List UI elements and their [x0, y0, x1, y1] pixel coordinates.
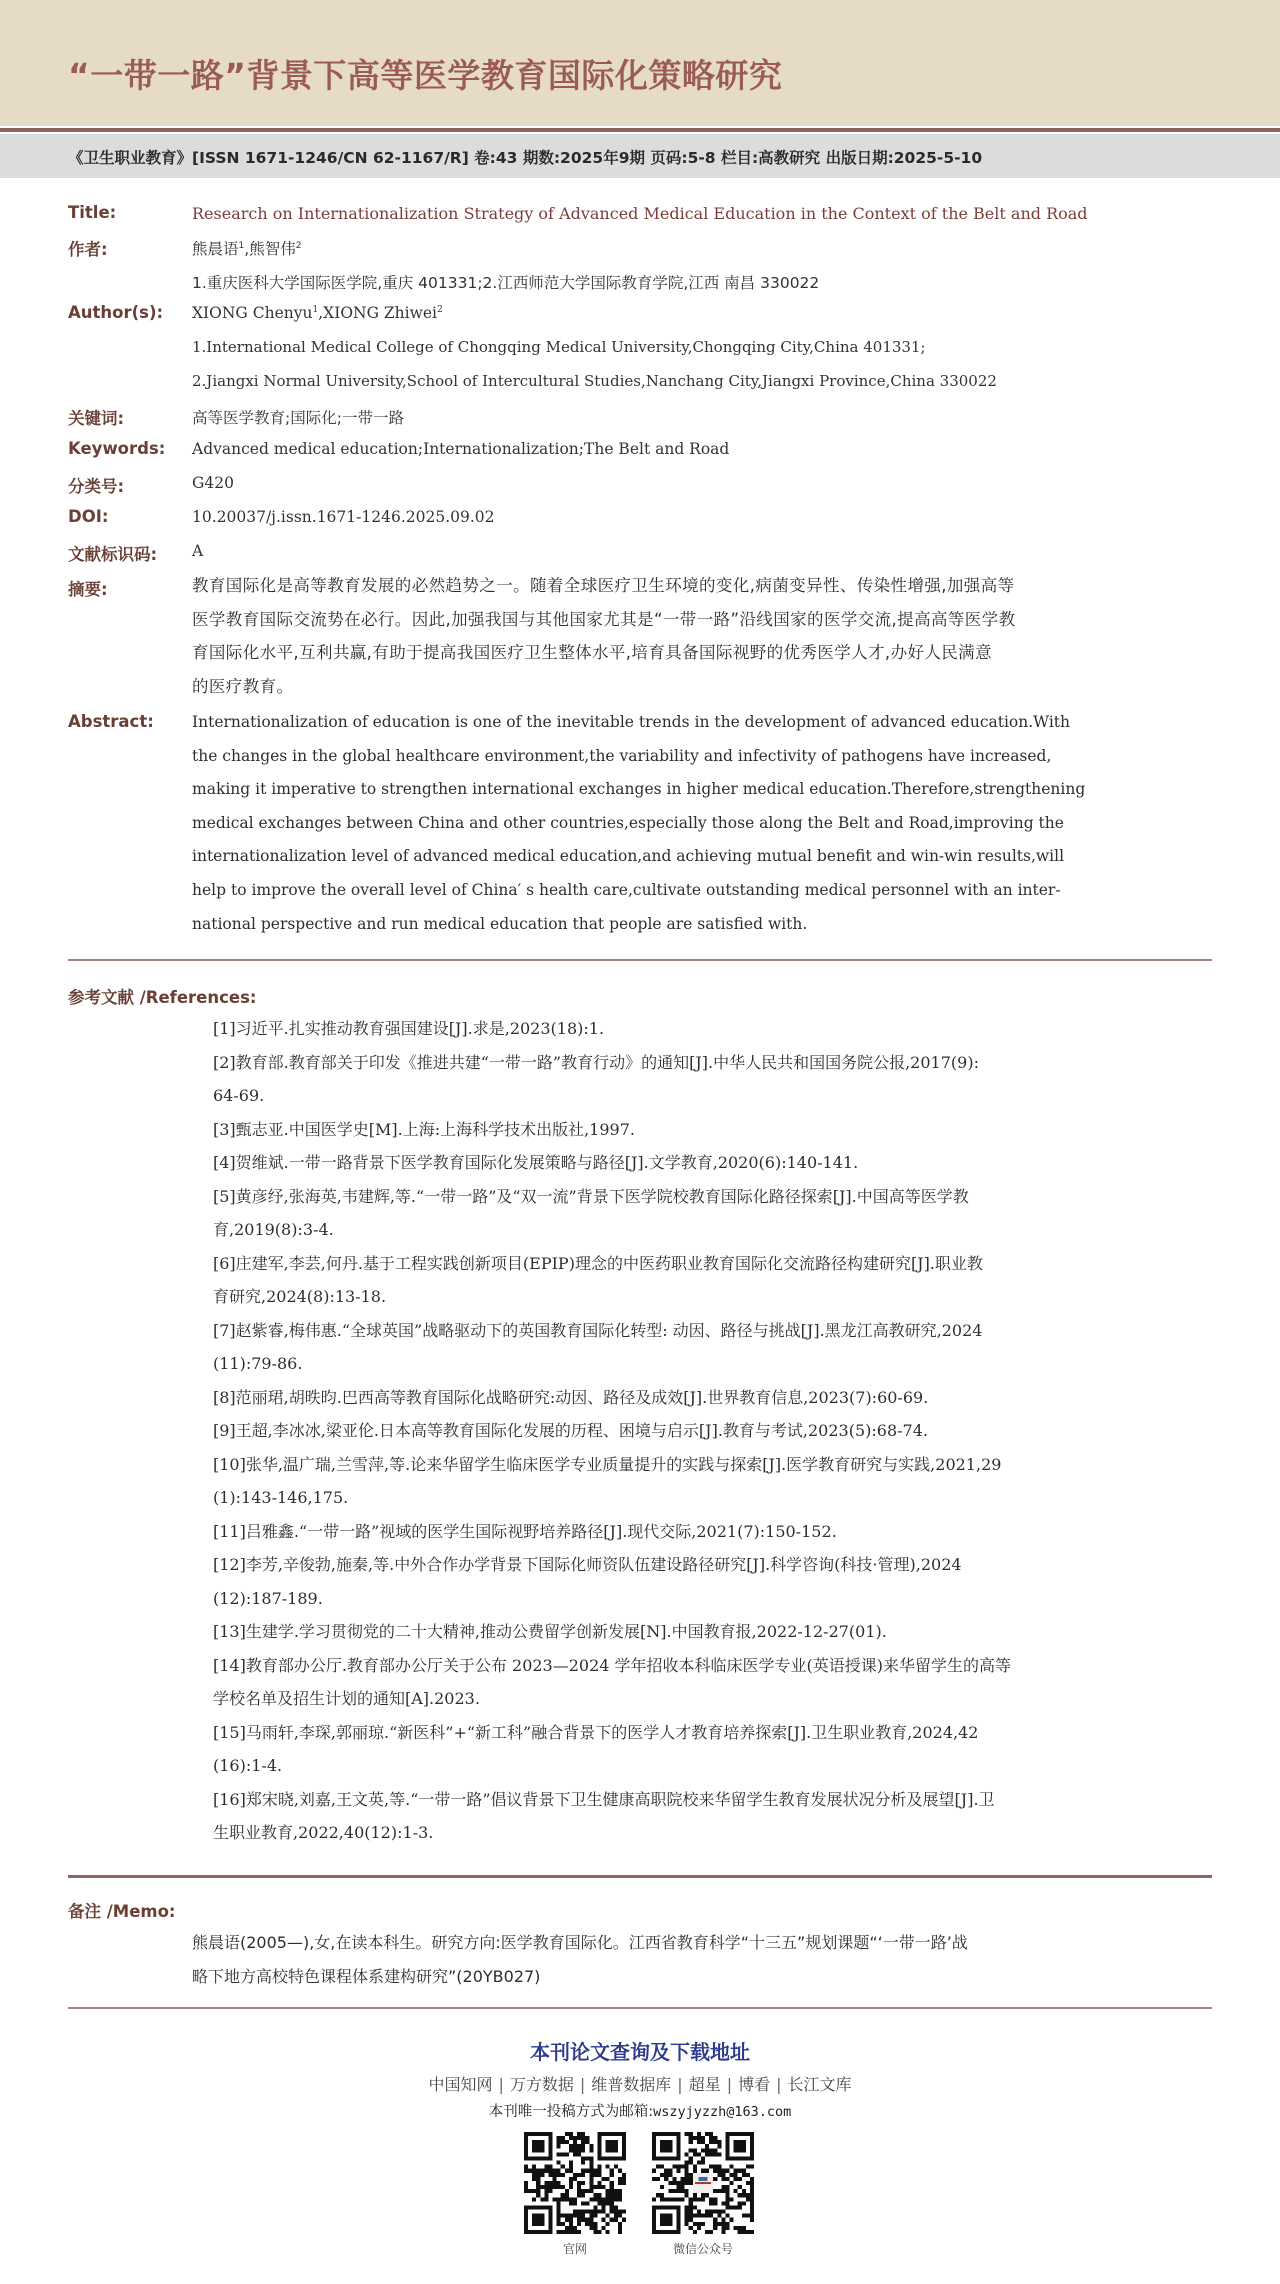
author-en-1-affil: 1 — [312, 304, 319, 315]
database-separator: | — [498, 2075, 504, 2094]
reference-line: [4]贺维斌.一带一路背景下医学教育国际化发展策略与路径[J].文学教育,2020(6):140-141. — [213, 1153, 859, 1172]
reference-line: 64-69. — [213, 1086, 265, 1105]
authors-label: 作者: — [68, 240, 108, 259]
classification-value: G420 — [192, 474, 234, 492]
reference-line: [12]李芳,辛俊勃,施秦,等.中外合作办学背景下国际化师资队伍建设路径研究[J].科学咨询(科技·管理),2024 — [213, 1555, 962, 1574]
database-separator: | — [726, 2075, 733, 2094]
reference-line: [5]黄彦纾,张海英,韦建辉,等.“一带一路”及“双一流”背景下医学院校教育国际化路径探索[J].中国高等医学教 — [213, 1186, 969, 1206]
doi-label: DOI: — [68, 507, 109, 526]
abstract-zh-line: 育国际化水平,互利共赢,有助于提高我国医疗卫生整体水平,培育具备国际视野的优秀医学人才,办好人民满意 — [192, 643, 992, 663]
database-list — [0, 2072, 1280, 2095]
database-link[interactable]: 长江文库 — [787, 2075, 852, 2094]
title-label: Title: — [68, 203, 117, 222]
reference-line: 生职业教育,2022,40(12):1-3. — [213, 1823, 434, 1842]
memo-line: 略下地方高校特色课程体系建构研究”(20YB027) — [192, 1966, 541, 1986]
reference-line: [3]甄志亚.中国医学史[M].上海:上海科学技术出版社,1997. — [213, 1119, 635, 1139]
classification-label: 分类号: — [68, 477, 125, 496]
author-1-affil: 1 — [238, 240, 245, 251]
reference-line: (1):143-146,175. — [213, 1488, 349, 1507]
database-link[interactable]: 博看 — [738, 2075, 771, 2094]
abstract-zh-label: 摘要: — [68, 580, 108, 599]
header-divider — [0, 128, 1280, 132]
section-divider — [68, 959, 1212, 961]
reference-line: [6]庄建军,李芸,何丹.基于工程实践创新项目(EPIP)理念的中医药职业教育国际化交流路径构建研究[J].职业教 — [213, 1253, 983, 1273]
page-title: “一带一路”背景下高等医学教育国际化策略研究 — [68, 56, 783, 95]
abstract-en-line: medical exchanges between China and other countries,especially those along the Belt and Road,improving the — [192, 813, 1064, 832]
memo-label: 备注 /Memo: — [68, 1902, 176, 1921]
reference-line: [16]郑宋晓,刘嘉,王文英,等.“一带一路”倡议背景下卫生健康高职院校来华留学生教育发展状况分析及展望[J].卫 — [213, 1789, 995, 1809]
author-1: 熊晨语 — [192, 240, 239, 258]
reference-line: [1]习近平.扎实推动教育强国建设[J].求是,2023(18):1. — [213, 1019, 605, 1038]
reference-line: (11):79-86. — [213, 1354, 303, 1373]
document-code-value: A — [192, 542, 204, 560]
reference-line: 育研究,2024(8):13-18. — [213, 1287, 387, 1306]
email-prefix: 本刊唯一投稿方式为邮箱: — [488, 2104, 654, 2120]
authors-en-value — [192, 304, 443, 322]
author-en-2-affil: 2 — [437, 304, 443, 315]
doi-value[interactable]: 10.20037/j.issn.1671-1246.2025.09.02 — [192, 508, 495, 526]
abstract-zh-line: 的医疗教育。 — [192, 676, 294, 696]
abstract-zh — [192, 569, 1212, 703]
reference-line: [15]马雨轩,李琛,郭丽琼.“新医科”+“新工科”融合背景下的医学人才教育培养探索[J].卫生职业教育,2024,42 — [213, 1722, 979, 1742]
authors-value — [192, 237, 301, 259]
reference-line: [7]赵紫睿,梅伟惠.“全球英国”战略驱动下的英国教育国际化转型: 动因、路径与挑战[J].黑龙江高教研究,2024 — [213, 1320, 983, 1340]
database-link[interactable]: 中国知网 — [428, 2075, 493, 2094]
reference-line: (12):187-189. — [213, 1588, 323, 1608]
reference-line: [8]范丽珺,胡昳昀.巴西高等教育国际化战略研究:动因、路径及成效[J].世界教育信息,2023(7):60-69. — [213, 1387, 929, 1407]
affiliation-zh: 1.重庆医科大学国际医学院,重庆 401331;2.江西师范大学国际教育学院,江西 南昌 330022 — [192, 274, 820, 292]
keywords-en: Advanced medical education;Internationalization;The Belt and Road — [192, 440, 730, 458]
database-link[interactable]: 超星 — [688, 2075, 721, 2094]
abstract-en-line: help to improve the overall level of China′ s health care,cultivate outstanding medical personnel with an inter- — [192, 880, 1061, 899]
submission-email — [0, 2100, 1280, 2121]
keywords-zh-label: 关键词: — [68, 409, 125, 428]
qr-code-icon[interactable] — [524, 2132, 626, 2234]
memo-text — [192, 1926, 1212, 1993]
database-link[interactable]: 维普数据库 — [591, 2075, 672, 2094]
qr-label-website: 官网 — [562, 2242, 587, 2256]
reference-line: [13]生建学.学习贯彻党的二十大精神,推动公费留学创新发展[N].中国教育报,2022-12-27(01). — [213, 1622, 887, 1641]
abstract-en-line: the changes in the global healthcare environment,the variability and infectivity of pathogens have increased, — [192, 746, 1052, 765]
journal-meta: 《卫生职业教育》[ISSN 1671-1246/CN 62-1167/R] 卷:43 期数:2025年9期 页码:5-8 栏目:高教研究 出版日期:2025-5-10 — [68, 149, 983, 167]
author-en-1: XIONG Chenyu — [192, 304, 313, 322]
reference-line: 育,2019(8):3-4. — [213, 1220, 334, 1239]
reference-line: [9]王超,李冰冰,梁亚伦.日本高等教育国际化发展的历程、困境与启示[J].教育与考试,2023(5):68-74. — [213, 1421, 928, 1440]
section-divider — [68, 2007, 1212, 2009]
journal-meta-bar — [0, 134, 1280, 178]
abstract-en-line: Internationalization of education is one of the inevitable trends in the development of advanced education.With — [192, 713, 1071, 731]
keywords-zh: 高等医学教育;国际化;一带一路 — [192, 409, 404, 427]
references-list — [213, 1012, 1213, 1850]
database-separator: | — [579, 2075, 586, 2094]
abstract-zh-line: 教育国际化是高等教育发展的必然趋势之一。随着全球医疗卫生环境的变化,病菌变异性、传染性增强,加强高等 — [192, 576, 1015, 595]
affiliation-en-2: 2.Jiangxi Normal University,School of Intercultural Studies,Nanchang City,Jiangxi Province,China 330022 — [192, 372, 997, 390]
keywords-en-label: Keywords: — [68, 439, 166, 458]
memo-line: 熊晨语(2005—),女,在读本科生。研究方向:医学教育国际化。江西省教育科学“十三五”规划课题“‘一带一路’战 — [192, 1933, 968, 1952]
abstract-en-line: national perspective and run medical education that people are satisfied with. — [192, 914, 808, 933]
reference-line: [11]吕雅鑫.“一带一路”视域的医学生国际视野培养路径[J].现代交际,2021(7):150-152. — [213, 1521, 837, 1541]
qr-label-wechat: 微信公众号 — [672, 2242, 733, 2256]
reference-line: [2]教育部.教育部关于印发《推进共建“一带一路”教育行动》的通知[J].中华人民共和国国务院公报,2017(9): — [213, 1052, 979, 1072]
header-banner — [0, 0, 1280, 126]
database-separator: | — [776, 2075, 782, 2094]
qr-code-icon[interactable] — [652, 2132, 754, 2234]
abstract-en-line: making it imperative to strengthen international exchanges in higher medical education.Therefore,strengthening — [192, 780, 1086, 799]
author-separator: , — [244, 240, 250, 258]
email-link[interactable]: wszyjyzzh@163.com — [653, 2104, 792, 2120]
author-en-2: XIONG Zhiwei — [323, 304, 437, 322]
reference-line: [10]张华,温广瑞,兰雪萍,等.论来华留学生临床医学专业质量提升的实践与探索[J].医学教育研究与实践,2021,29 — [213, 1454, 1002, 1474]
database-link[interactable]: 万方数据 — [509, 2075, 574, 2094]
abstract-en-label: Abstract: — [68, 712, 154, 731]
section-divider — [68, 1875, 1212, 1878]
affiliation-en-1: 1.International Medical College of Chongqing Medical University,Chongqing City,China 401331; — [192, 338, 926, 356]
author-2: 熊智伟 — [249, 240, 296, 258]
author-en-separator: , — [318, 304, 324, 322]
abstract-en — [192, 706, 1212, 941]
document-code-label: 文献标识码: — [68, 545, 158, 564]
reference-line: [14]教育部办公厅.教育部办公厅关于公布 2023—2024 学年招收本科临床医学专业(英语授课)来华留学生的高等 — [213, 1655, 1012, 1675]
abstract-zh-line: 医学教育国际交流势在必行。因此,加强我国与其他国家尤其是“一带一路”沿线国家的医学交流,提高高等医学教 — [192, 609, 1016, 629]
reference-line: (16):1-4. — [213, 1756, 283, 1775]
author-2-affil: 2 — [295, 240, 302, 251]
references-label: 参考文献 /References: — [68, 988, 257, 1007]
authors-en-label: Author(s): — [68, 303, 164, 322]
database-separator: | — [677, 2075, 683, 2094]
reference-line: 学校名单及招生计划的通知[A].2023. — [213, 1689, 480, 1708]
title-value: Research on Internationalization Strategy of Advanced Medical Education in the Context of the Belt and Road — [192, 204, 1088, 223]
abstract-en-line: internationalization level of advanced medical education,and achieving mutual benefit and win-win results,will — [192, 847, 1065, 866]
footer-title: 本刊论文查询及下载地址 — [530, 2040, 750, 2064]
